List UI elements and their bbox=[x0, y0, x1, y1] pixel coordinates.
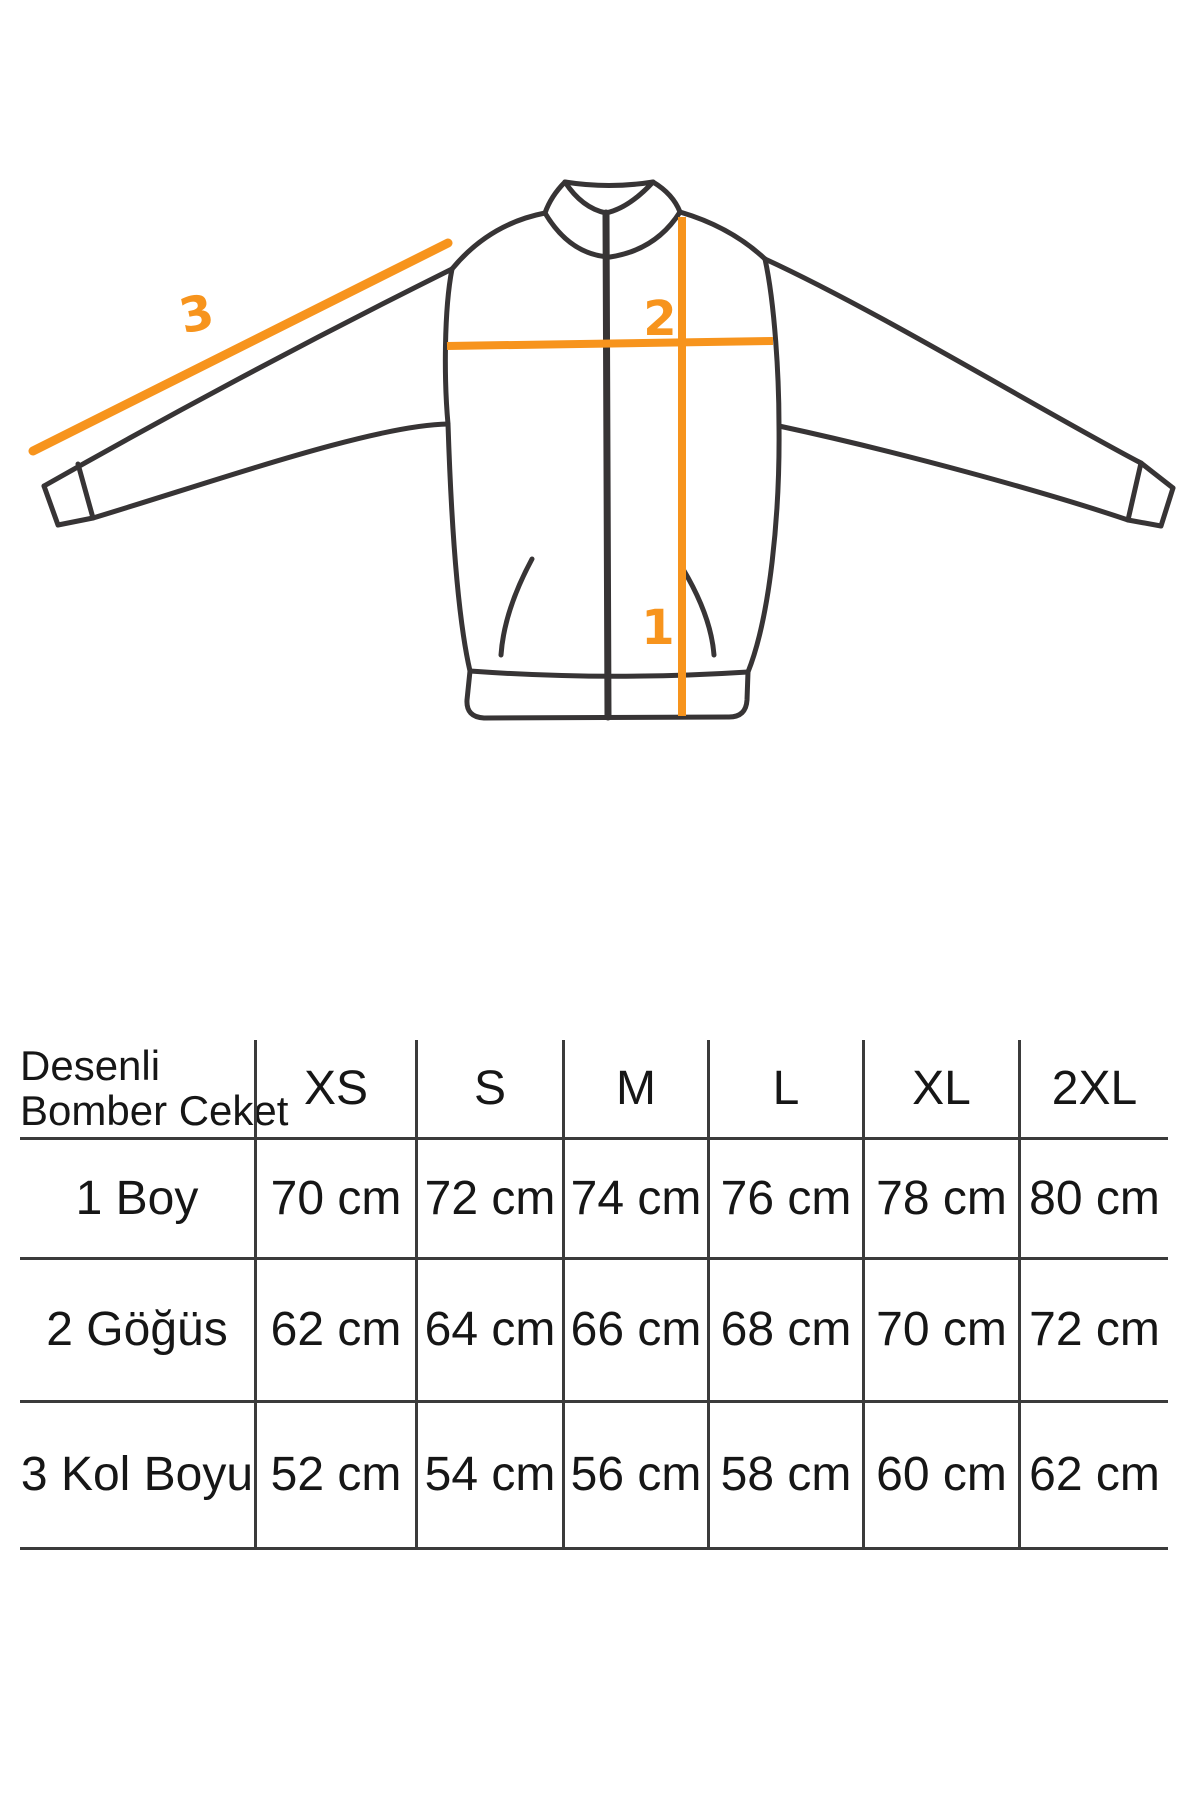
value-kol-l: 58 cm bbox=[707, 1403, 862, 1550]
value-boy-m: 74 cm bbox=[562, 1140, 707, 1260]
left-sleeve-lower-edge bbox=[93, 424, 448, 518]
value-gogus-l: 68 cm bbox=[707, 1260, 862, 1403]
right-sleeve-lower-edge bbox=[779, 426, 1128, 520]
body-left-side bbox=[445, 269, 470, 671]
body-right-side bbox=[748, 259, 779, 672]
measurement-line-sleeve bbox=[33, 243, 448, 451]
column-header-l: L bbox=[707, 1040, 862, 1140]
collar-neckline-seam bbox=[545, 212, 680, 257]
column-header-xs: XS bbox=[254, 1040, 415, 1140]
value-kol-xs: 52 cm bbox=[254, 1403, 415, 1550]
value-gogus-m: 66 cm bbox=[562, 1260, 707, 1403]
left-shoulder bbox=[452, 213, 545, 269]
column-header-m: M bbox=[562, 1040, 707, 1140]
zipper-line bbox=[606, 213, 608, 717]
column-header-xl: XL bbox=[862, 1040, 1018, 1140]
value-gogus-2xl: 72 cm bbox=[1018, 1260, 1168, 1403]
row-label-boy: 1 Boy bbox=[20, 1140, 254, 1260]
product-name-cell bbox=[20, 1040, 289, 1140]
right-sleeve-upper-edge bbox=[765, 259, 1173, 488]
value-gogus-xs: 62 cm bbox=[254, 1260, 415, 1403]
measurement-line-chest bbox=[447, 341, 773, 346]
value-boy-l: 76 cm bbox=[707, 1140, 862, 1260]
right-pocket bbox=[683, 569, 714, 655]
measurement-label-sleeve: 3 bbox=[174, 283, 219, 346]
right-shoulder bbox=[680, 212, 765, 259]
jacket-outline bbox=[44, 182, 1173, 718]
value-boy-s: 72 cm bbox=[415, 1140, 562, 1260]
value-boy-xl: 78 cm bbox=[862, 1140, 1018, 1260]
value-gogus-s: 64 cm bbox=[415, 1260, 562, 1403]
collar-top-edge bbox=[565, 182, 653, 186]
measurement-label-length: 1 bbox=[641, 600, 675, 656]
value-kol-2xl: 62 cm bbox=[1018, 1403, 1168, 1550]
product-name-line1: Desenli bbox=[20, 1041, 161, 1089]
column-header-s: S bbox=[415, 1040, 562, 1140]
value-gogus-xl: 70 cm bbox=[862, 1260, 1018, 1403]
column-header-2xl: 2XL bbox=[1018, 1040, 1168, 1140]
value-boy-2xl: 80 cm bbox=[1018, 1140, 1168, 1260]
measurement-label-chest: 2 bbox=[643, 291, 677, 347]
value-boy-xs: 70 cm bbox=[254, 1140, 415, 1260]
row-label-gogus: 2 Göğüs bbox=[20, 1260, 254, 1403]
size-table bbox=[20, 1040, 1168, 1550]
jacket-diagram bbox=[0, 0, 1200, 800]
product-name-line2: Bomber Ceket bbox=[20, 1086, 289, 1134]
left-cuff-seam bbox=[78, 464, 93, 518]
left-sleeve-upper-edge bbox=[44, 269, 452, 486]
collar-left-edge bbox=[545, 182, 565, 213]
right-cuff-seam bbox=[1128, 463, 1141, 520]
value-kol-xl: 60 cm bbox=[862, 1403, 1018, 1550]
value-kol-m: 56 cm bbox=[562, 1403, 707, 1550]
row-label-kol-boyu: 3 Kol Boyu bbox=[20, 1403, 254, 1550]
left-pocket bbox=[501, 559, 532, 655]
jacket-drawing bbox=[0, 0, 1200, 800]
value-kol-s: 54 cm bbox=[415, 1403, 562, 1550]
collar-right-edge bbox=[653, 182, 680, 212]
